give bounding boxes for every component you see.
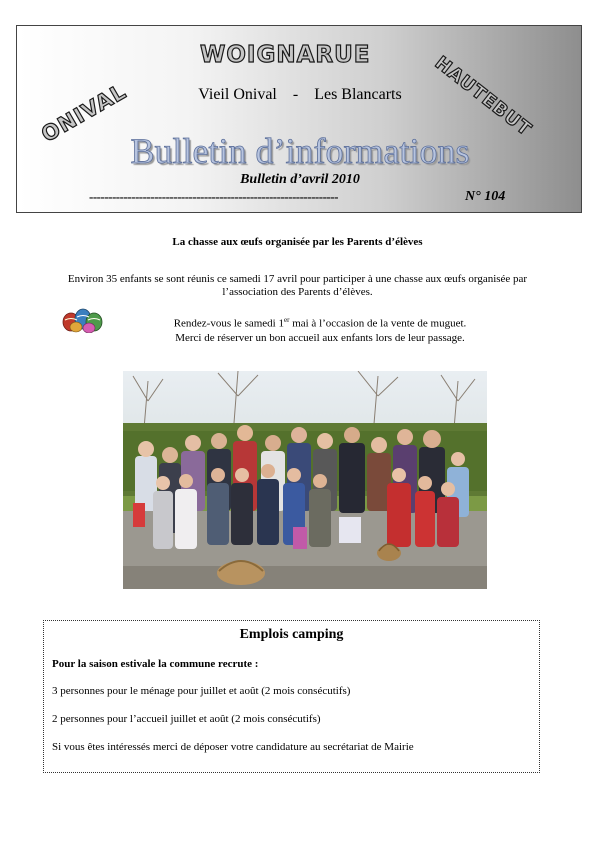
masthead-onival: ONIVAL — [37, 79, 131, 147]
article-paragraph-1: Environ 35 enfants se sont réunis ce samedi 17 avril pour participer à une chasse aux œufs organisée par l’association des Parents d’élèves. — [67, 273, 528, 298]
muguet-text-part2: mai à l’occasion de la vente de muguet. — [289, 317, 467, 330]
masthead-woignarue: WOIGNARUE — [200, 42, 371, 68]
muguet-text-part1: Rendez-vous le samedi 1 — [173, 317, 284, 330]
camping-line-1: 3 personnes pour le ménage pour juillet et août (2 mois consécutifs) — [52, 685, 351, 697]
group-photo — [123, 371, 487, 589]
issue-number: N° 104 — [465, 189, 506, 204]
bulletin-title: Bulletin d’informations — [130, 131, 470, 171]
camping-box — [43, 620, 540, 773]
easter-eggs-icon — [62, 305, 106, 333]
article-heading: La chasse aux œufs organisée par les Parents d’élèves — [172, 236, 423, 248]
village-vieil-onival: Vieil Onival — [198, 86, 277, 103]
masthead — [16, 25, 582, 213]
masthead-hautebut: HAUTEBUT — [430, 52, 536, 141]
village-les-blancarts: Les Blancarts — [314, 86, 402, 103]
dashed-rule: ----------------------------------------------------------------- — [89, 189, 338, 204]
welcome-text: Merci de réserver un bon accueil aux enfants lors de leur passage. — [175, 331, 465, 344]
bulletin-subtitle: Bulletin d’avril 2010 — [240, 172, 360, 187]
village-names — [17, 86, 583, 104]
camping-title: Emplois camping — [239, 627, 344, 642]
camping-line-2: 2 personnes pour l’accueil juillet et août (2 mois consécutifs) — [52, 713, 321, 725]
ordinal-suffix: er — [283, 316, 290, 324]
village-separator: - — [292, 86, 299, 103]
camping-line-3: Si vous êtes intéressés merci de déposer votre candidature au secrétariat de Mairie — [52, 741, 414, 753]
camping-intro: Pour la saison estivale la commune recrute : — [52, 658, 259, 670]
article-paragraph-2 — [120, 313, 520, 345]
